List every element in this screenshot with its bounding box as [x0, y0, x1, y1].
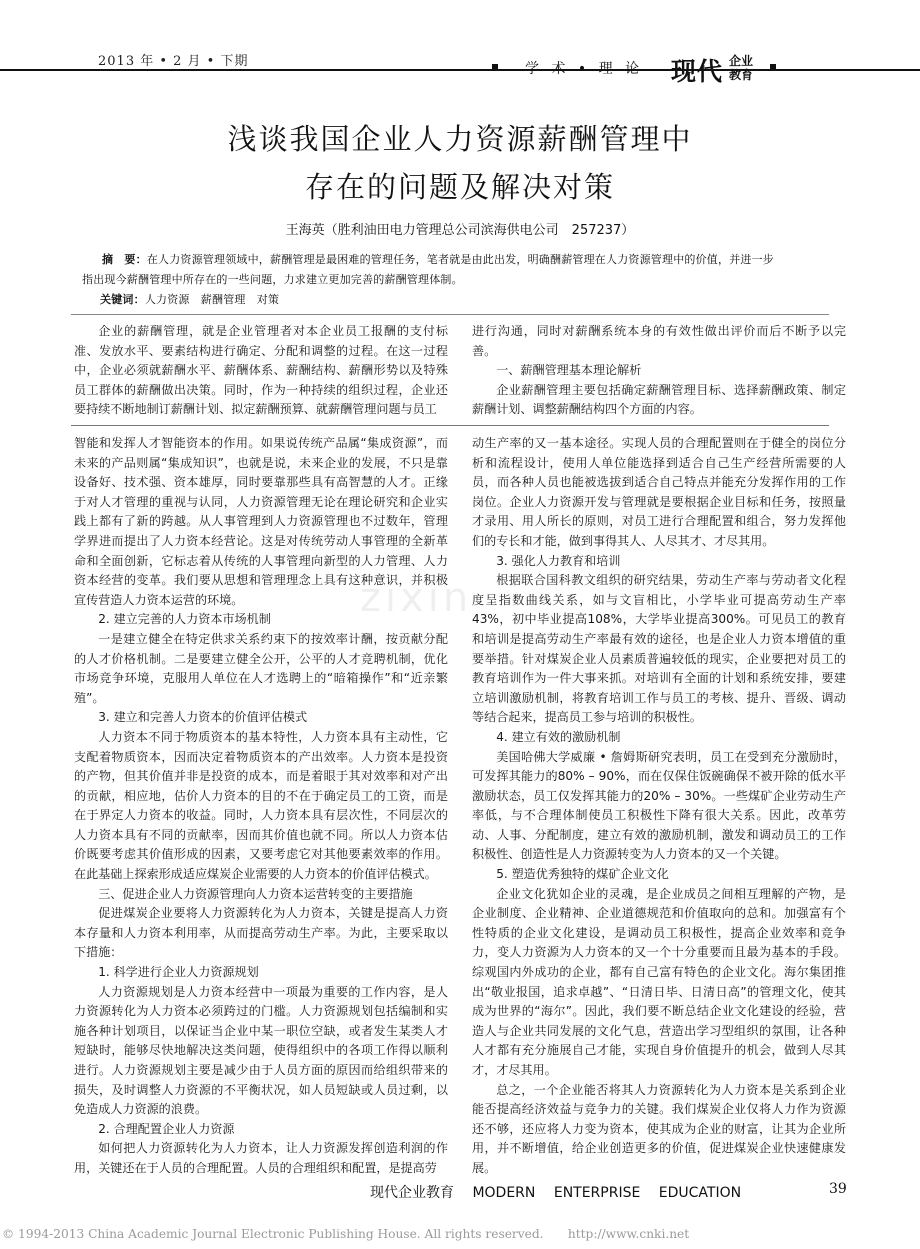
footer-journal-name — [370, 1182, 755, 1202]
keywords-label: 关键词： — [100, 293, 145, 306]
column-upper-right — [472, 322, 846, 420]
column-upper-left — [74, 322, 448, 420]
paragraph: 如何把人力资源转化为人力资本，让人力资源发挥创造利润的作用，关键还在于人员的合理配置。人员的合理组织和配置，是提高劳 — [74, 1141, 448, 1175]
square-bullet-icon — [492, 64, 498, 70]
page-number: 39 — [829, 1181, 847, 1197]
subsection-heading: 3. 建立和完善人力资本的价值评估模式 — [98, 710, 308, 725]
paragraph: 动生产率的又一基本途径。实现人员的合理配置则在于健全的岗位分析和流程设计，使用人单位能选择到适合自己生产经营所需要的人员，而各种人员也能被选拔到适合自己特点并能充分发挥作用的工作岗位。企业人力资源开发与管理就是要根据企业目标和任务，按照量才录用、用人所长的原则，对员工进行合理配置和组合，努力发挥他们的专长和才能，做到事得其人、人尽其才、才尽其用。 — [472, 436, 846, 548]
keywords-text: 人力资源 薪酬管理 对策 — [144, 293, 280, 306]
paragraph: 美国哈佛大学威廉 • 詹姆斯研究表明，员工在受到充分激励时，可发挥其能力的80% – 90%，而在仅保住饭碗确保不被开除的低水平激励状态，员工仅发挥其能力的20% – 30%。一些煤矿企业劳动生产率低，与不合理体制使员工积极性下降有很大关系。因此，改革劳动、人事、分配制度，建立有效的激励机制，激发和调动员工的工作积极性、创造性是人力资源转变为人力资本的又一个关键。 — [472, 749, 846, 862]
abstract-label: 摘 要： — [102, 253, 147, 266]
section-label: 学 术 • 理 论 — [525, 61, 644, 77]
subsection-heading: 3. 强化人力教育和培训 — [496, 553, 621, 568]
brand-sub-line-1: 企业 — [729, 54, 754, 68]
paragraph: 促进煤炭企业要将人力资源转化为人力资本，关键是提高人力资本存量和人力资本利用率，从而提高劳动生产率。为此，主要采取以下措施： — [74, 906, 448, 960]
paragraph: 总之，一个企业能否将其人力资源转化为人力资本是关系到企业能否提高经济效益与竞争力的关键。我们煤炭企业仅将人力作为资源还不够，还应将人力变为资本，使其成为企业的财富，让其为企业所用，并不断增值，给企业创造更多的价值，促进煤炭企业快速健康发展。 — [472, 1082, 846, 1175]
article-title-line-2: 存在的问题及解决对策 — [304, 170, 615, 204]
subsection-heading: 2. 建立完善的人力资本市场机制 — [98, 612, 271, 627]
journal-brand-sub — [729, 54, 753, 82]
section-heading: 三、促进企业人力资源管理向人力资本运营转变的主要措施 — [98, 886, 413, 901]
square-bullet-icon — [770, 64, 776, 70]
column-lower-right — [472, 434, 846, 1179]
subsection-heading: 4. 建立有效的激励机制 — [496, 729, 621, 744]
paragraph: 企业的薪酬管理，就是企业管理者对本企业员工报酬的支付标准、发放水平、要素结构进行确定、分配和调整的过程。在这一过程中，企业必须就薪酬水平、薪酬体系、薪酬结构、薪酬形势以及特殊员工群体的薪酬做出决策。同时，作为一种持续的组织过程，企业还要持续不断地制订薪酬计划、拟定薪酬预算、就薪酬管理问题与员工 — [74, 324, 448, 417]
footer-journal-cn: 现代企业教育 — [370, 1185, 454, 1201]
abstract-line-2: 指出现今薪酬管理中所存在的一些问题，力求建立更加完善的薪酬管理体制。 — [82, 273, 463, 286]
header-rule — [0, 69, 920, 71]
paragraph: 进行沟通，同时对薪酬系统本身的有效性做出评价而后不断予以完善。 — [472, 324, 846, 358]
journal-brand-main: 现代 — [671, 57, 724, 86]
footer-journal-en-1: MODERN — [472, 1185, 536, 1201]
abstract-line-1 — [102, 251, 774, 267]
brand-sub-line-2: 教育 — [729, 68, 754, 82]
section-heading: 一、薪酬管理基本理论解析 — [496, 363, 642, 378]
watermark: zixin — [360, 575, 473, 621]
abstract-divider — [71, 314, 829, 315]
column-lower-left — [74, 434, 448, 1179]
paragraph: 根据联合国科教文组织的研究结果，劳动生产率与劳动者文化程度呈指数曲线关系，如与文盲相比，小学毕业可提高劳动生产率43%，初中毕业提高108%，大学毕业提高300%。可见员工的教育和培训是提高劳动生产率最有效的途径，也是企业人力资本增值的重要举措。针对煤炭企业人员素质普遍较低的现实，企业要把对员工的教育培训作为一件大事来抓。对培训有全面的计划和系统安排，要建立培训激励机制，将教育培训工作与员工的考核、提升、晋级、调动等结合起来，提高员工参与培训的积极性。 — [472, 573, 846, 725]
paragraph: 人力资源规划是人力资本经营中一项最为重要的工作内容，是人力资源转化为人力资本必须跨过的门槛。人力资源规划包括编制和实施各种计划项目，以保证当企业中某一职位空缺，或者发生某类人才短缺时，能够尽快地解决这类问题，使得组织中的各项工作得以顺利进行。人力资源规划主要是减少由于人员方面的原因而给组织带来的损失，及时调整人力资源的不平衡状况，如人员短缺或人员过剩，以免造成人力资源的浪费。 — [74, 984, 448, 1117]
abstract-text-1: 在人力资源管理领域中，薪酬管理是最困难的管理任务，笔者就是由此出发，明确酬薪管理在人力资源管理中的价值，并进一步 — [146, 253, 775, 266]
subsection-heading: 5. 塑造优秀独特的煤矿企业文化 — [496, 867, 669, 882]
subsection-heading: 2. 合理配置企业人力资源 — [98, 1121, 235, 1136]
paragraph: 人力资本不同于物质资本的基本特性，人力资本具有主动性，它支配着物质资本，因而决定着物质资本的产出效率。人力资本是投资的产物，但其价值并非是投资的成本，而是着眼于其对效率和对产出的贡献，相应地，估价人力资本的目的不在于确定员工的工资，而是在于界定人力资本的收益。同时，人力资本具有层次性，不同层次的人力资本具有不同的贡献率，因而其价值也就不同。所以人力资本估价既要考虑其价值形成的因素，又要考虑它对其他要素效率的作用。在此基础上探索形成适应煤炭企业需要的人力资本的价值评估模式。 — [74, 729, 448, 882]
article-title-line-1: 浅谈我国企业人力资源薪酬管理中 — [227, 122, 693, 156]
paragraph: 一是建立健全在特定供求关系约束下的按效率计酬，按贡献分配的人才价格机制。二是要建立健全公开，公平的人才竞聘机制，优化市场竞争环境，克服用人单位在人才选聘上的“暗箱操作”和“近亲繁殖”。 — [74, 631, 448, 705]
footer-journal-en-2: ENTERPRISE — [553, 1185, 641, 1201]
footer-journal-en-3: EDUCATION — [658, 1185, 742, 1201]
copyright-notice: © 1994-2013 China Academic Journal Electronic Publishing House. All rights reserved. http://www.cnki.net — [2, 1227, 690, 1241]
paragraph: 企业文化犹如企业的灵魂，是企业成员之间相互理解的产物，是企业制度、企业精神、企业道德规范和价值取向的总和。加强富有个性特质的企业文化建设，是调动员工积极性，提高企业效率和竞争力，变人力资源为人力资本的又一个十分重要而且最为基本的手段。综观国内外成功的企业，都有自己富有特色的企业文化。海尔集团推出“敬业报国，追求卓越”、“日清日毕、日清日高”的管理文化，使其成为世界的“海尔”。因此，我们要不断总结企业文化建设的经验，营造人与企业共同发展的文化气息，营造出学习型组织的氛围，让各种人才都有充分施展自己才能，实现自身价值提升的机会，做到人尽其才，才尽其用。 — [472, 886, 846, 1077]
author-affiliation: 王海英（胜利油田电力管理总公司滨海供电公司 257237） — [285, 223, 635, 238]
keywords — [100, 291, 279, 307]
issue-date: 2013 年 • 2 月 • 下期 — [98, 54, 249, 69]
page-section-divider — [71, 425, 829, 426]
paragraph: 智能和发挥人才智能资本的作用。如果说传统产品属“集成资源”，而未来的产品则属“集成知识”，也就是说，未来企业的发展，不只是靠设备好、技术强、资本雄厚，同时要靠那些具有高智慧的人才。正缘于对人才管理的重视与认同，人力资源管理无论在理论研究和企业实践上都有了新的跨越。从人事管理到人力资源管理也不过数年，管理学界进而提出了人力资本经营论。这是对传统劳动人事管理的全新革命和全面创新，它标志着从传统的人事管理向新型的人力管理、人力资本经营的变革。我们要从思想和管理理念上具有这种意识，并积极宣传营造人力资本运营的环境。 — [74, 436, 448, 607]
subsection-heading: 1. 科学进行企业人力资源规划 — [98, 965, 259, 980]
paragraph: 企业薪酬管理主要包括确定薪酬管理目标、选择薪酬政策、制定薪酬计划、调整薪酬结构四个方面的内容。 — [472, 382, 846, 417]
